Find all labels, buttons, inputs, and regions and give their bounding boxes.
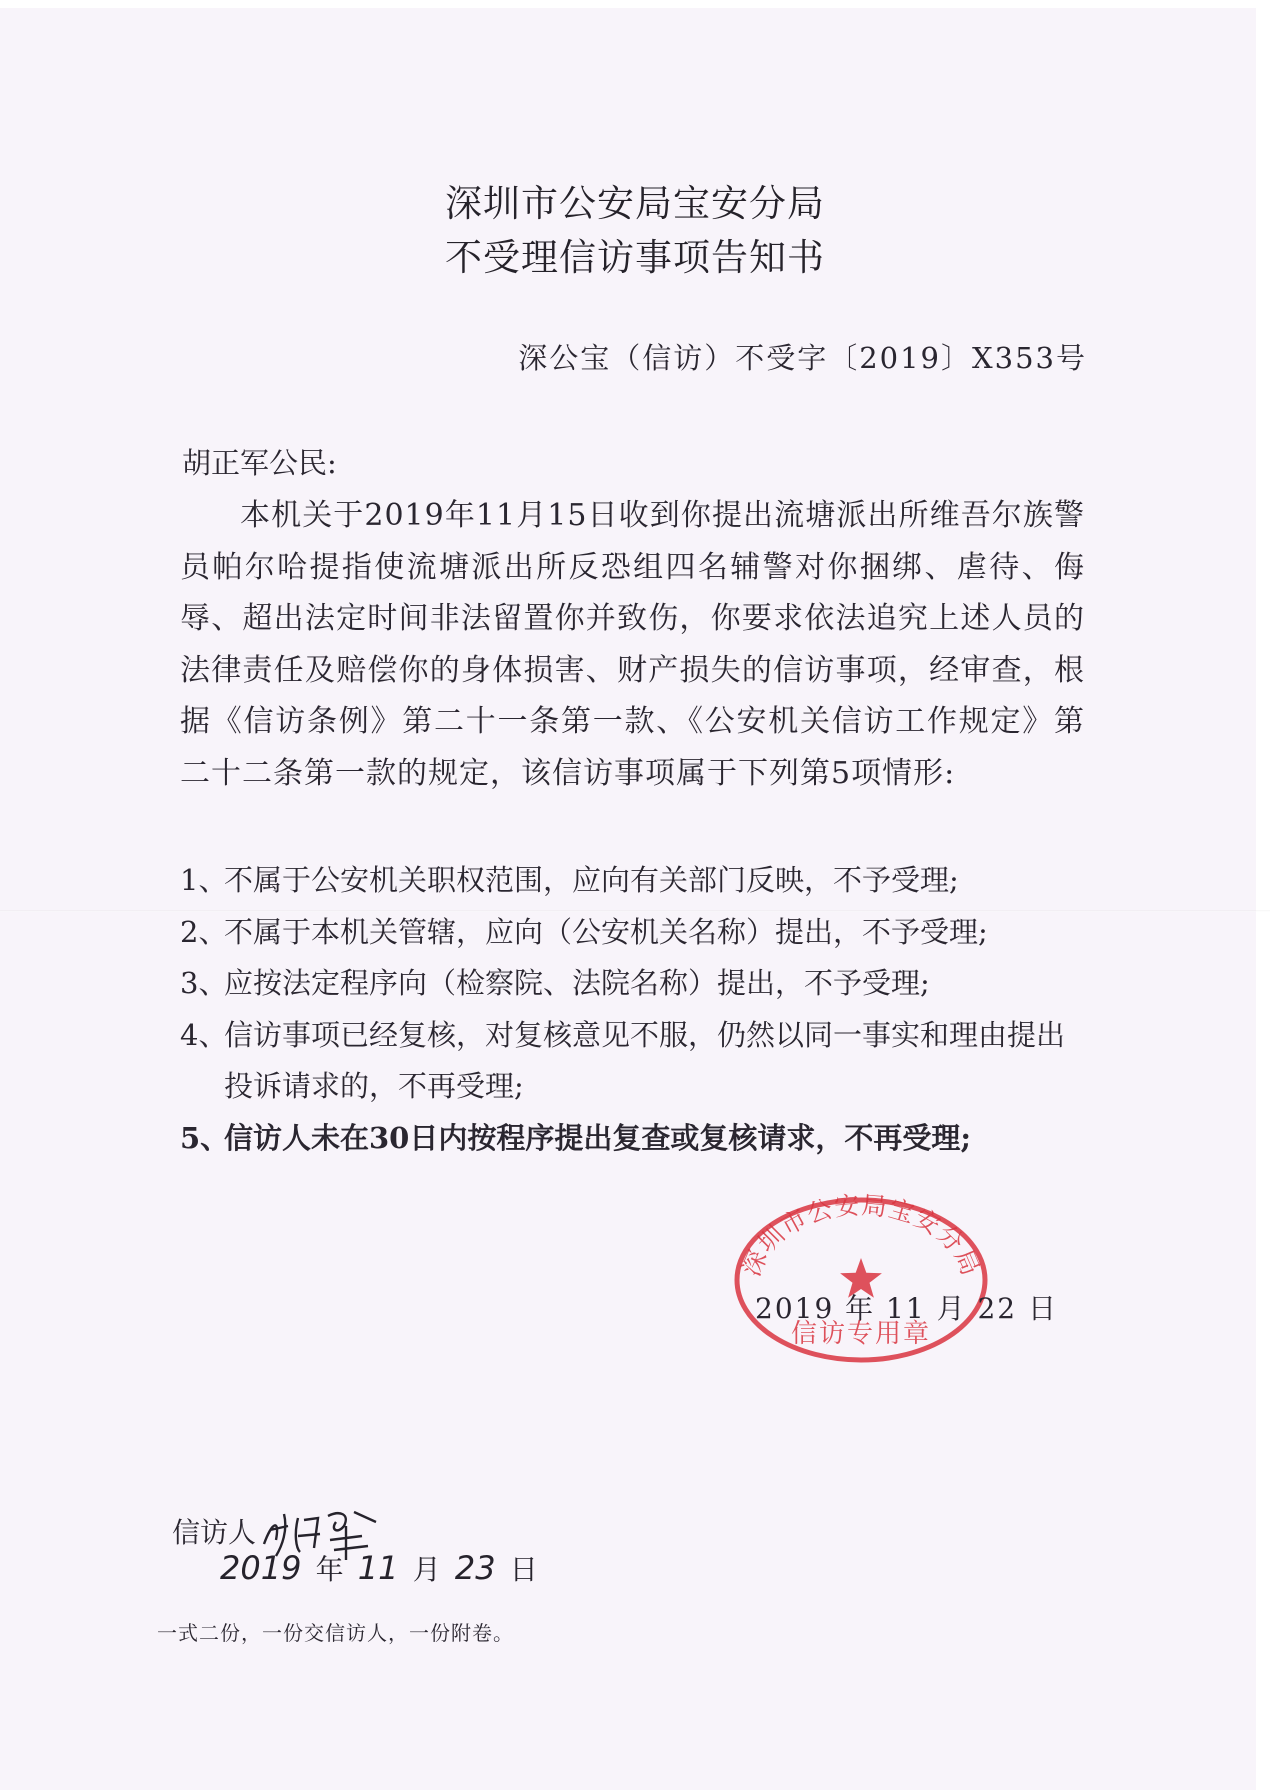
year-unit: 年 [315, 1553, 344, 1586]
list-item-text: 信访人未在30日内按程序提出复查或复核请求，不再受理; [224, 1120, 972, 1155]
document-number: 深公宝（信访）不受字〔2019〕X353号 [518, 341, 1087, 375]
official-seal [730, 1192, 992, 1368]
list-item [180, 1010, 1085, 1113]
list-item-number: 2、 [180, 914, 228, 949]
petitioner-label: 信访人 [172, 1516, 257, 1549]
list-item-text: 信访事项已经复核，对复核意见不服，仍然以同一事实和理由提出投诉请求的，不再受理; [224, 1017, 1066, 1103]
list-item [180, 958, 1085, 1010]
list-item-number: 3、 [180, 966, 228, 1000]
list-item-text: 不属于公安机关职权范围，应向有关部门反映，不予受理; [224, 863, 959, 897]
list-item-text: 不属于本机关管辖，应向（公安机关名称）提出，不予受理; [224, 914, 988, 949]
month-unit: 月 [412, 1553, 441, 1586]
case-type-list [180, 855, 1085, 1164]
list-item [180, 907, 1085, 959]
list-item-selected [180, 1113, 1085, 1165]
list-item-number: 1、 [180, 863, 228, 897]
day-unit: 日 [509, 1553, 538, 1586]
list-item-text: 应按法定程序向（检察院、法院名称）提出，不予受理; [224, 966, 930, 1000]
title-line-1: 深圳市公安局宝安分局 [445, 182, 825, 225]
seal-subtext: 信访专用章 [790, 1319, 932, 1349]
list-item-number: 4、 [180, 1017, 228, 1052]
copies-footnote: 一式二份，一份交信访人，一份附卷。 [157, 1621, 514, 1645]
list-item-number: 5、 [180, 1120, 230, 1155]
signed-year: 2019 [220, 1549, 302, 1587]
signed-month: 11 [357, 1549, 399, 1587]
signed-day: 23 [454, 1549, 496, 1587]
salutation: 胡正军公民: [182, 446, 337, 480]
issue-date: 2019 年 11 月 22 日 [755, 1292, 1059, 1325]
list-item [180, 855, 1085, 907]
title-line-2: 不受理信访事项告知书 [445, 236, 825, 279]
body-paragraph: 本机关于2019年11月15日收到你提出流塘派出所维吾尔族警员帕尔哈提指使流塘派出所反恐组四名辅警对你捆绑、虐待、侮辱、超出法定时间非法留置你并致伤，你要求依法追究上述人员的法律责任及赔偿你的身体损害、财产损失的信访事项，经审查，根据《信访条例》第二十一条第一款、《公安机关信访工作规定》第二十二条第一款的规定，该信访事项属于下列第5项情形: [180, 498, 1085, 791]
seal-arc-textpath: 深圳市公安局宝安分局 [736, 1192, 986, 1281]
handwritten-date [220, 1548, 542, 1588]
